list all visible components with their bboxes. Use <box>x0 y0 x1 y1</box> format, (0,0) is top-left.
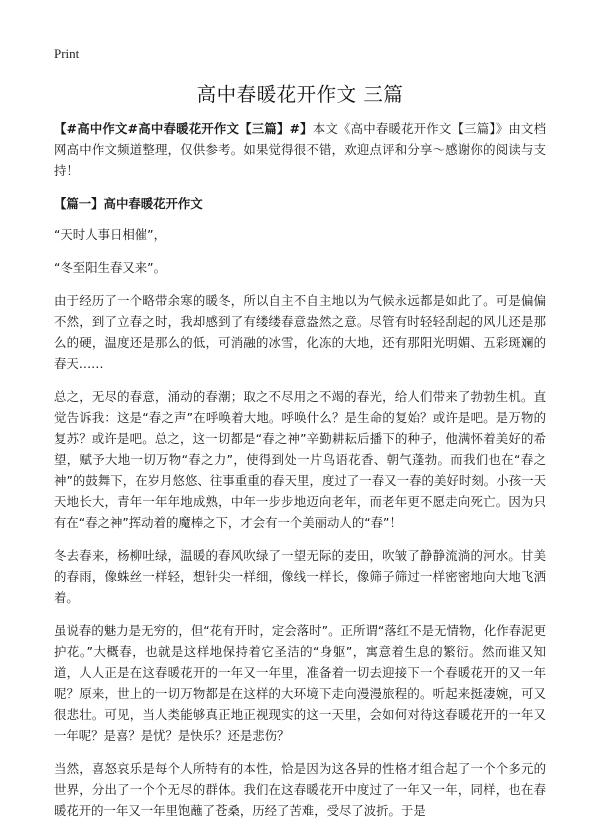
intro-tag: 【#高中作文#高中春暖花开作文【三篇】#】 <box>54 121 313 136</box>
paragraph: “天时人事日相催”， <box>54 227 166 242</box>
intro-paragraph <box>54 118 546 181</box>
intro-text: 本文《高中春暖花开作文【三篇】》由文档网高中作文频道整理，仅供参考。如果觉得很不错，欢迎点评和分享～感谢你的阅读与支持！ <box>54 121 546 178</box>
page-title: 高中春暖花开作文 三篇 <box>196 83 404 106</box>
paragraph: 虽说春的魅力是无穷的，但“花有开时，定会落时”。正所谓“落红不是无情物，化作春泥更护花。”大概春，也就是这样地保持着它圣洁的“身躯”，寓意着生息的繁衍。然而谁又知道，人人正是在这春暖花开的一年又一年里，准备着一切去迎接下一个春暖花开的又一年呢？原来，世上的一切万物都是在这样的大环境下走向漫漫旅程的。听起来挺凄婉，可又很悲壮。可见，当人类能够真正地正视现实的这一天里，会如何对待这春暖花开的一年又一年呢？是喜？是忧？是快乐？还是悲伤？ <box>54 623 546 743</box>
paragraph: “冬至阳生春又来”。 <box>54 260 166 275</box>
section-heading: 【篇一】高中春暖花开作文 <box>54 196 203 211</box>
paragraph: 由于经历了一个略带余寒的暖冬，所以自主不自主地以为气候永远都是如此了。可是偏偏不然，到了立春之时，我却感到了有缕缕春意盎然之意。尽管有时轻轻刮起的风儿还是那么的硬，温度还是那么的低，可消融的冰雪，化冻的大地，还有那阳光明媚、五彩斑斓的春天…… <box>54 293 546 371</box>
paragraph: 当然，喜怒哀乐是每个人所特有的本性，恰是因为这各异的性格才组合起了一个个多元的世界，分出了一个个无尽的群体。我们在这春暖花开中度过了一年又一年，同样，也在春暖花开的一年又一年里饱蘸了苍桑，历经了苦难，受尽了波折。于是 <box>54 761 546 818</box>
article-body <box>54 118 546 833</box>
paragraph: 冬去春来，杨柳吐绿，温暖的春风吹绿了一望无际的麦田，吹皱了静静流淌的河水。甘美的春雨，像蛛丝一样轻，想针尖一样细，像线一样长，像筛子筛过一样密密地向大地飞洒着。 <box>54 548 546 605</box>
paragraph: 总之，无尽的春意，涌动的春潮；取之不尽用之不竭的春光，给人们带来了勃勃生机。直觉告诉我：这是“春之声”在呼唤着大地。呼唤什么？是生命的复始？或许是吧。是万物的复苏？或许是吧。总之，这一切都是“春之神”辛勤耕耘后播下的种子，他满怀着美好的希望，赋予大地一切万物“春之力”，使得到处一片鸟语花香、朝气蓬勃。而我们也在“春之神”的鼓舞下，在岁月悠悠、往事重重的春天里，度过了一春又一春的美好时刻。小孩一天天地长大，青年一年年地成熟，中年一步步地迈向老年，而老年更不愿走向死亡。因为只有在“春之神”挥动着的魔棒之下，才会有一个美丽动人的“春”！ <box>54 389 546 530</box>
print-link[interactable]: Print <box>54 46 80 61</box>
